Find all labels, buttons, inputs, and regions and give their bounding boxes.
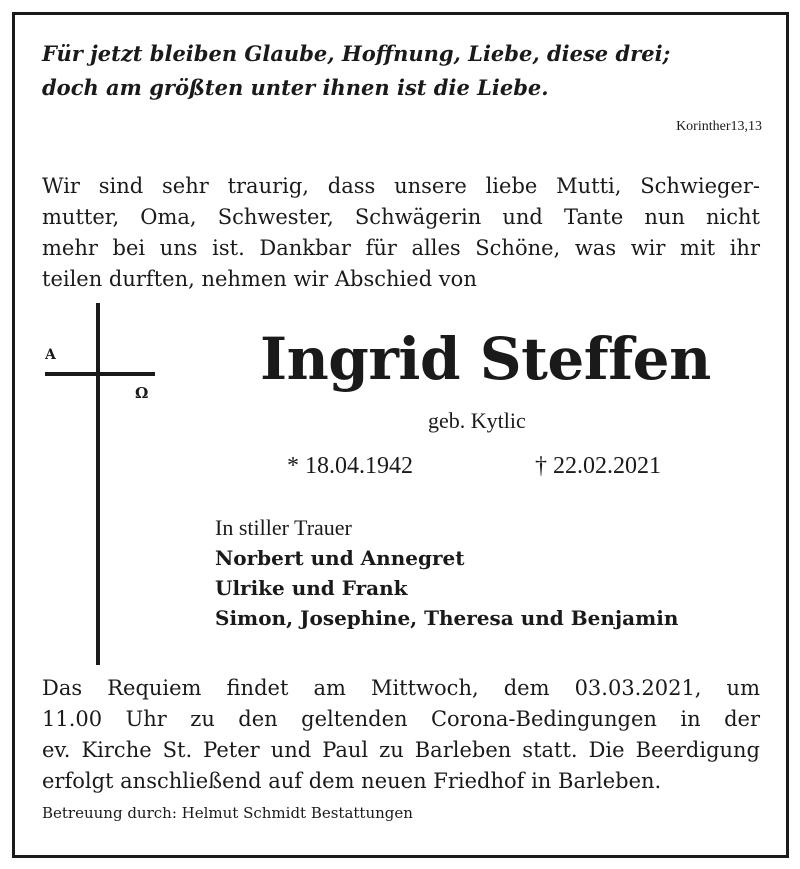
requiem-line-4: erfolgt anschließend auf dem neuen Friedhof in Barleben. [42, 769, 662, 793]
intro-line-4: teilen durften, nehmen wir Abschied von [42, 267, 477, 291]
intro-line-3: mehr bei uns ist. Dankbar für alles Schöne, was wir mit ihr [42, 236, 760, 260]
requiem-line-2: 11.00 Uhr zu den geltenden Corona-Bedingungen in der [42, 707, 760, 731]
quote-line-1: Für jetzt bleiben Glaube, Hoffnung, Liebe, diese drei; [42, 41, 671, 66]
born-name: geb. Kytlic [428, 408, 526, 433]
intro-text [42, 171, 760, 295]
obituary-frame [12, 12, 789, 858]
deceased-name: Ingrid Steffen [260, 325, 711, 393]
mourner-name: Ulrike und Frank [215, 576, 408, 600]
mourners-heading: In stiller Trauer [215, 515, 352, 540]
quote-reference: Korinther13,13 [676, 119, 762, 134]
bible-quote [42, 37, 670, 105]
intro-line-2: mutter, Oma, Schwester, Schwägerin und Tante nun nicht [42, 205, 760, 229]
requiem-line-3: ev. Kirche St. Peter und Paul zu Barleben statt. Die Beerdigung [42, 738, 760, 762]
cross-icon [96, 303, 100, 665]
mourners [215, 513, 678, 633]
death-date: † 22.02.2021 [535, 453, 661, 479]
mourner-name: Simon, Josephine, Theresa und Benjamin [215, 606, 679, 630]
birth-date: * 18.04.1942 [287, 453, 413, 479]
requiem-text [42, 673, 760, 797]
cross-bar [45, 372, 155, 376]
intro-line-1: Wir sind sehr traurig, dass unsere liebe Mutti, Schwieger- [42, 174, 760, 198]
undertaker-credit: Betreuung durch: Helmut Schmidt Bestattungen [42, 804, 413, 822]
requiem-line-1: Das Requiem findet am Mittwoch, dem 03.03.2021, um [42, 676, 760, 700]
quote-line-2: doch am größten unter ihnen ist die Liebe. [42, 75, 549, 100]
alpha-symbol: A [45, 347, 56, 363]
mourner-name: Norbert und Annegret [215, 546, 465, 570]
omega-symbol: Ω [135, 384, 149, 402]
